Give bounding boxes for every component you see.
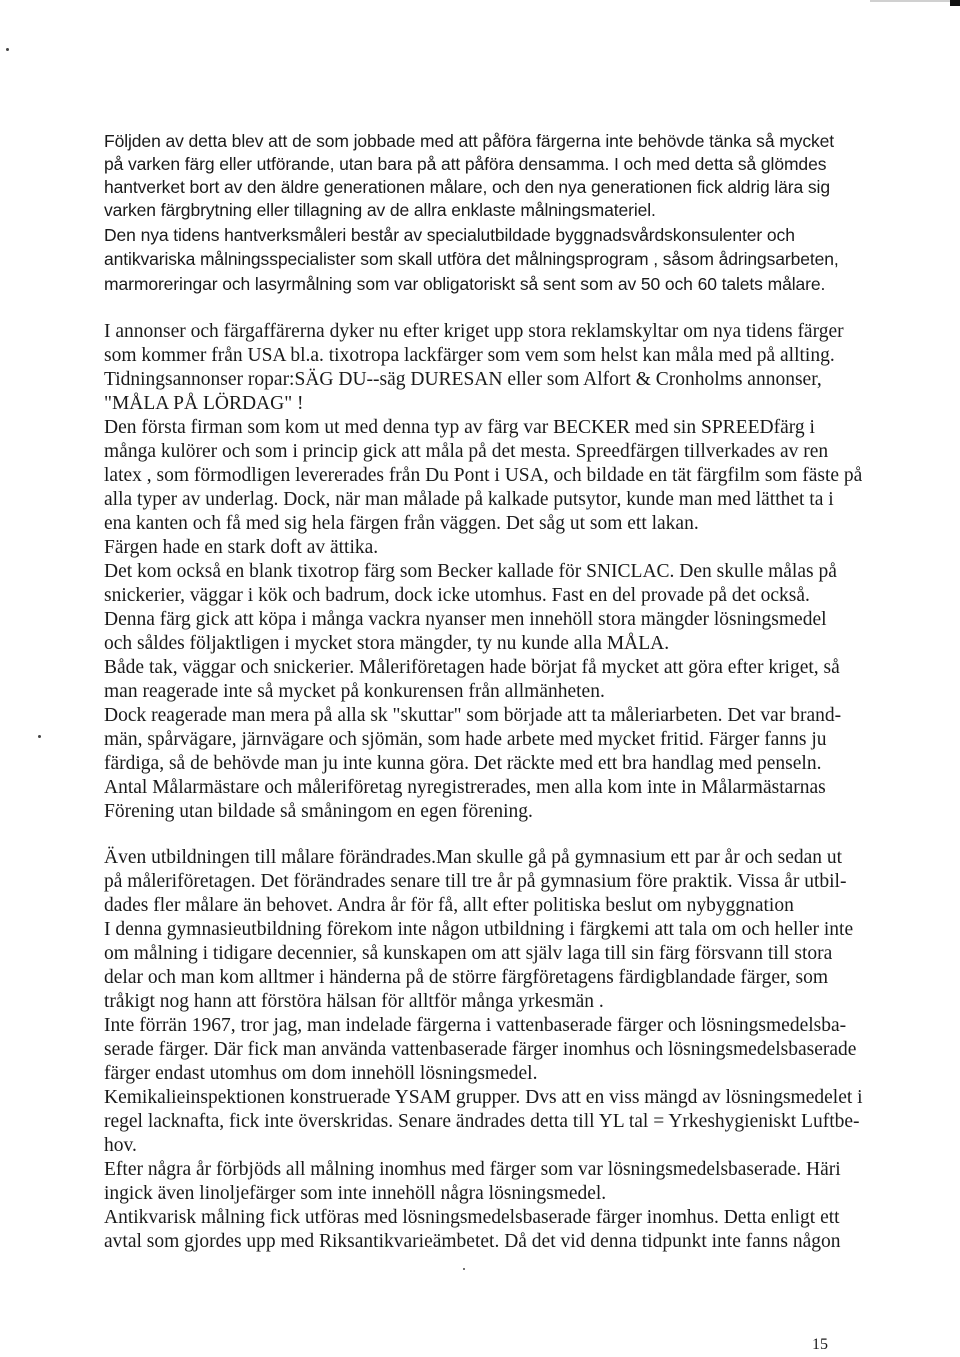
text-line: Färgen hade en stark doft av ättika. [104, 537, 379, 558]
text-line: serade färger. Där fick man använda vattenbaserade färger inomhus och lösningsmedelsbaserade [104, 1039, 857, 1060]
text-line: dades fler målare än behovet. Andra år för få, allt efter politiska beslut om nybyggnation [104, 895, 794, 916]
text-line: snickerier, väggar i kök och badrum, dock icke utomhus. Fast en del provade på det också. [104, 585, 810, 606]
text-line: varken färgbrytning eller tillagning av de allra enklaste målningsmateriel. [104, 200, 656, 220]
text-line: Även utbildningen till målare förändrades.Man skulle gå på gymnasium ett par år och sedan ut [104, 847, 843, 868]
text-line: på måleriföretagen. Det förändrades senare till tre år på gymnasium före praktik. Vissa år utbil- [104, 871, 847, 892]
text-line: färdiga, så de behövde man ju inte kunna göra. Det räckte med ett bra handlag med penseln. [104, 753, 822, 774]
text-line: ingick även linoljefärger som inte innehöll några lösningsmedel. [104, 1183, 607, 1204]
text-line: latex , som förmodligen levererades från Du Pont i USA, och bildade en tät färgfilm som fäste på [104, 465, 863, 486]
text-line: och såldes följaktligen i mycket stora mängder, ty nu kunde alla MÅLA. [104, 633, 670, 654]
text-line: Inte förrän 1967, tror jag, man indelade färgerna i vattenbaserade färger och lösningsmedelsba- [104, 1015, 847, 1036]
text-line: Antikvarisk målning fick utföras med lösningsmedelsbaserade färger inomhus. Detta enligt ett [104, 1207, 840, 1228]
text-line: på varken färg eller utförande, utan bara på att påföra densamma. I och med detta så glömdes [104, 154, 827, 174]
scan-speck [6, 48, 9, 51]
text-line: män, spårvägare, järnvägare och sjömän, som hade arbete med mycket fritid. Färger fanns ju [104, 729, 827, 750]
text-line: Denna färg gick att köpa i många vackra nyanser men innehöll stora mängder lösningsmedel [104, 609, 827, 630]
text-line: hantverket bort av den äldre generationen målare, och den nya generationen fick aldrig lära sig [104, 177, 830, 197]
text-line: Dock reagerade man mera på alla sk "skuttar" som började att ta måleriarbeten. Det var brand- [104, 705, 842, 726]
text-line: Det kom också en blank tixotrop färg som Becker kallade för SNICLAC. Den skulle målas på [104, 561, 837, 582]
text-line: Både tak, väggar och snickerier. Måleriföretagen hade börjat få mycket att göra efter kriget, så [104, 657, 840, 678]
text-line: marmoreringar och lasyrmålning som var obligatoriskt så sent som av 50 och 60 talets målare. [104, 274, 826, 294]
scan-speck [463, 1268, 465, 1270]
text-line: I denna gymnasieutbildning förekom inte någon utbildning i färgkemi att tala om och heller inte [104, 919, 854, 940]
text-line: I annonser och färgaffärerna dyker nu efter kriget upp stora reklamskyltar om nya tidens färger [104, 321, 844, 342]
text-line: Tidningsannonser ropar:SÄG DU--säg DURESAN eller som Alfort & Cronholms annonser, [104, 369, 822, 390]
scan-speck [38, 735, 41, 738]
text-line: som kommer från USA bl.a. tixotropa lackfärger som vem som helst kan måla med på allting. [104, 345, 835, 366]
text-line: tråkigt nog hann att förstöra hälsan för alltför många yrkesmän . [104, 991, 604, 1012]
scan-corner-mark [950, 0, 960, 6]
text-line: många kulörer och som i princip gick att måla på det mesta. Spreedfärgen tillverkades av ren [104, 441, 829, 462]
text-line: Följden av detta blev att de som jobbade med att påföra färgerna inte behövde tänka så mycket [104, 131, 835, 151]
scan-edge-mark [870, 0, 960, 2]
text-line: delar och man kom alltmer i händerna på de större färgföretagens färdigblandade färger, som [104, 967, 829, 988]
text-line: avtal som gjordes upp med Riksantikvarieämbetet. Då det vid denna tidpunkt inte fanns någon [104, 1231, 841, 1252]
text-line: alla typer av underlag. Dock, när man målade på kalkade putsytor, kunde man med lätthet ta i [104, 489, 834, 510]
text-line: Efter några år förbjöds all målning inomhus med färger som var lösningsmedelsbaserade. Häri [104, 1159, 841, 1180]
text-line: antikvariska målningsspecialister som skall utföra det målningsprogram , såsom ådringsarbeten, [104, 249, 839, 269]
text-line: man reagerade inte så mycket på konkurensen från allmänheten. [104, 681, 605, 702]
text-line: färger endast utomhus om dom innehöll lösningsmedel. [104, 1063, 538, 1084]
text-line: "MÅLA PÅ LÖRDAG" ! [104, 393, 304, 414]
text-line: ena kanten och få med sig hela färgen från väggen. Det såg ut som ett lakan. [104, 513, 699, 534]
text-line: Kemikalieinspektionen konstruerade YSAM grupper. Dvs att en viss mängd av lösningsmedelet i [104, 1087, 863, 1108]
text-line: Antal Målarmästare och måleriföretag nyregistrerades, men alla kom inte in Målarmästarnas [104, 777, 826, 798]
text-line: om målning i tidigare decennier, så kunskapen om att själv laga till sin färg försvann till stora [104, 943, 833, 964]
text-line: Den nya tidens hantverksmåleri består av specialutbildade byggnadsvårdskonsulenter och [104, 225, 795, 245]
text-line: hov. [104, 1135, 137, 1156]
text-line: regel lacknafta, fick inte överskridas. Senare ändrades detta till YL tal = Yrkeshygieniskt Luftbe- [104, 1111, 860, 1132]
text-line: Den första firman som kom ut med denna typ av färg var BECKER med sin SPREEDfärg i [104, 417, 815, 438]
text-line: Förening utan bildade så småningom en egen förening. [104, 801, 533, 822]
page-number: 15 [812, 1336, 828, 1353]
